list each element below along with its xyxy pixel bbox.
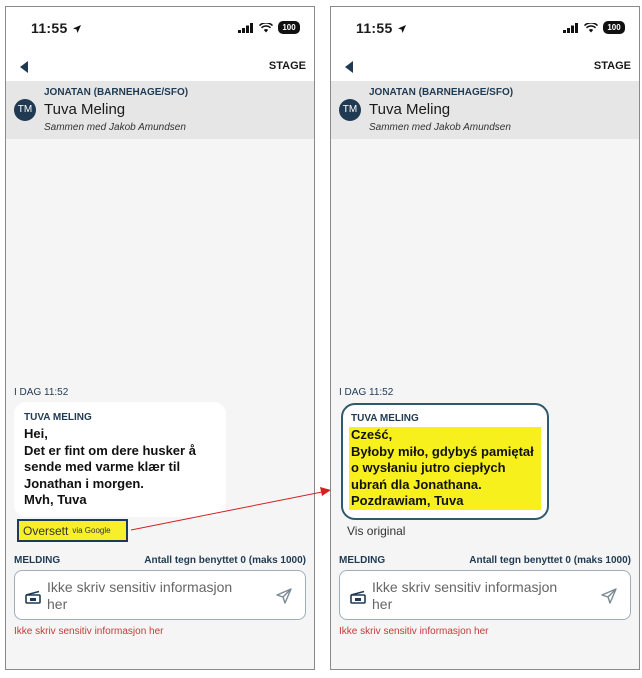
location-arrow-icon	[397, 24, 407, 34]
conversation-header	[331, 81, 639, 139]
status-icons	[238, 21, 300, 34]
stage-button[interactable]: STAGE	[593, 60, 631, 72]
show-original-link[interactable]: Vis original	[347, 524, 406, 538]
message-text: Hei, Det er fint om dere husker å sende med varme klær til Jonathan i morgen. Mvh, Tuva	[24, 426, 196, 507]
translated-message-bubble	[341, 403, 549, 520]
status-bar	[6, 7, 314, 51]
wifi-icon	[584, 23, 598, 33]
nav-bar	[6, 51, 314, 81]
participants-text: Sammen med Jakob Amundsen	[44, 122, 186, 133]
compose-label: MELDING	[14, 555, 61, 566]
message-input[interactable]	[339, 570, 631, 620]
translate-via-label: via Google	[72, 526, 111, 535]
signal-icon	[563, 23, 579, 33]
sender-name: Tuva Meling	[369, 101, 451, 118]
status-time: 11:55	[31, 20, 82, 36]
message-bubble	[14, 402, 226, 517]
battery-icon: 100	[278, 21, 300, 34]
compose-label: MELDING	[339, 555, 386, 566]
translated-message-text: Cześć, Byłoby miło, gdybyś pamiętał o wysłaniu jutro ciepłych ubrań dla Jonathana. Pozdrawiam, Tuva	[349, 427, 541, 510]
recipient-label: JONATAN (BARNEHAGE/SFO)	[369, 87, 514, 98]
send-icon[interactable]	[600, 587, 618, 605]
nav-bar	[331, 51, 639, 81]
signal-icon	[238, 23, 254, 33]
translate-button[interactable]	[17, 519, 128, 542]
battery-icon: 100	[603, 21, 625, 34]
back-arrow-icon[interactable]	[16, 59, 32, 75]
message-input[interactable]	[14, 570, 306, 620]
back-arrow-icon[interactable]	[341, 59, 357, 75]
sensitive-warning: Ikke skriv sensitiv informasjon her	[14, 626, 164, 637]
message-input-placeholder: Ikke skriv sensitiv informasjon her	[47, 579, 233, 612]
avatar: TM	[339, 99, 361, 121]
message-timestamp: I DAG 11:52	[14, 387, 69, 398]
translate-label: Oversett	[23, 523, 69, 538]
message-author: TUVA MELING	[24, 412, 92, 423]
conversation-header	[6, 81, 314, 139]
sender-name: Tuva Meling	[44, 101, 126, 118]
status-icons	[563, 21, 625, 34]
wifi-icon	[259, 23, 273, 33]
participants-text: Sammen med Jakob Amundsen	[369, 122, 511, 133]
char-count: Antall tegn benyttet 0 (maks 1000)	[469, 555, 631, 566]
message-timestamp: I DAG 11:52	[339, 387, 394, 398]
sensitive-warning: Ikke skriv sensitiv informasjon her	[339, 626, 489, 637]
location-arrow-icon	[72, 24, 82, 34]
clapper-icon	[350, 590, 366, 604]
recipient-label: JONATAN (BARNEHAGE/SFO)	[44, 87, 189, 98]
message-author: TUVA MELING	[351, 413, 419, 424]
status-time: 11:55	[356, 20, 407, 36]
stage-button[interactable]: STAGE	[268, 60, 306, 72]
clapper-icon	[25, 590, 41, 604]
phone-screen-translated	[330, 6, 640, 670]
avatar: TM	[14, 99, 36, 121]
send-icon[interactable]	[275, 587, 293, 605]
char-count: Antall tegn benyttet 0 (maks 1000)	[144, 555, 306, 566]
status-bar	[331, 7, 639, 51]
message-input-placeholder: Ikke skriv sensitiv informasjon her	[372, 579, 558, 612]
phone-screen-original	[5, 6, 315, 670]
